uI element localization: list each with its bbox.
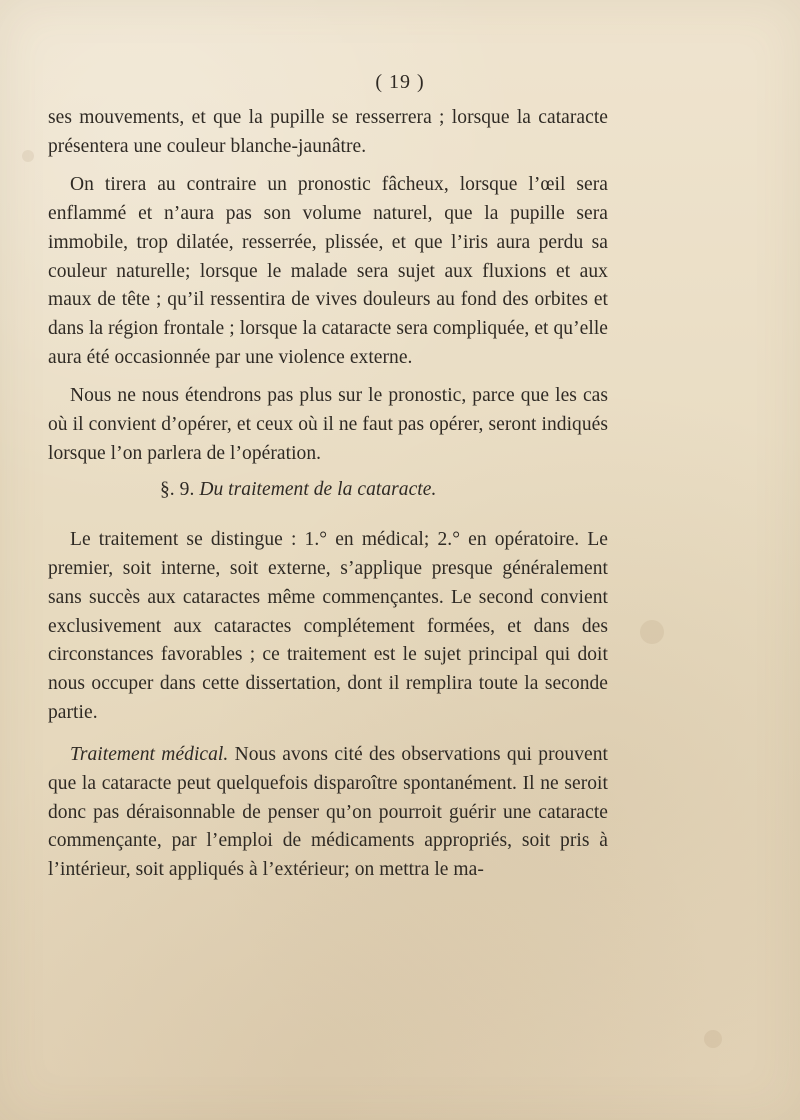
paragraph-1: ses mouvements, et que la pupille se resserrera ; lorsque la cataracte présentera une couleur blanche-jaunâtre. bbox=[48, 107, 608, 157]
paper-spot bbox=[640, 620, 664, 644]
paper-spot bbox=[22, 150, 34, 162]
section-title: Du traitement de la cataracte. bbox=[199, 479, 437, 501]
paragraph-2: On tirera au contraire un pronostic fâcheux, lorsque l’œil sera enflammé et n’aura pas son volume naturel, que la pupille sera immobile, trop dilatée, resserrée, plissée, et que l’iris aura perdu sa couleur naturelle; lorsque le malade sera sujet aux fluxions et aux maux de tête ; qu’il ressentira de vives douleurs au fond des orbites et dans la région frontale ; lorsque la cataracte sera compliquée, et qu’elle aura été occasionnée par une violence externe. bbox=[48, 174, 608, 368]
page-text-block bbox=[48, 104, 608, 885]
medical-paragraph-label: Traitement médical. bbox=[70, 744, 229, 766]
paper-spot bbox=[704, 1030, 722, 1048]
paragraph-5 bbox=[48, 741, 608, 885]
page-number: ( 19 ) bbox=[375, 71, 425, 93]
section-heading bbox=[48, 476, 608, 504]
paragraph-4: Le traitement se distingue : 1.° en médical; 2.° en opératoire. Le premier, soit interne, soit externe, s’applique presque généralement sans succès aux cataractes même commençantes. Le second convient exclusivement aux cataractes complétement formées, et dans des circonstances favorables ; ce traitement est le sujet principal qui doit nous occuper dans cette dissertation, dont il remplira toute la seconde partie. bbox=[48, 529, 608, 723]
section-number: §. 9. bbox=[160, 479, 195, 501]
medical-paragraph-text: Nous avons cité des observations qui prouvent que la cataracte peut quelquefois disparoître spontanément. Il ne seroit donc pas déraisonnable de penser qu’on pourroit guérir une cataracte commençante, par l’emploi de médicaments appropriés, soit pris à l’intérieur, soit appliqués à l’extérieur; on mettra le ma- bbox=[48, 744, 608, 881]
paragraph-spacer bbox=[48, 727, 608, 741]
paragraph-3: Nous ne nous étendrons pas plus sur le pronostic, parce que les cas où il convient d’opérer, et ceux où il ne faut pas opérer, seront indiqués lorsque l’on parlera de l’opération. bbox=[48, 385, 608, 464]
